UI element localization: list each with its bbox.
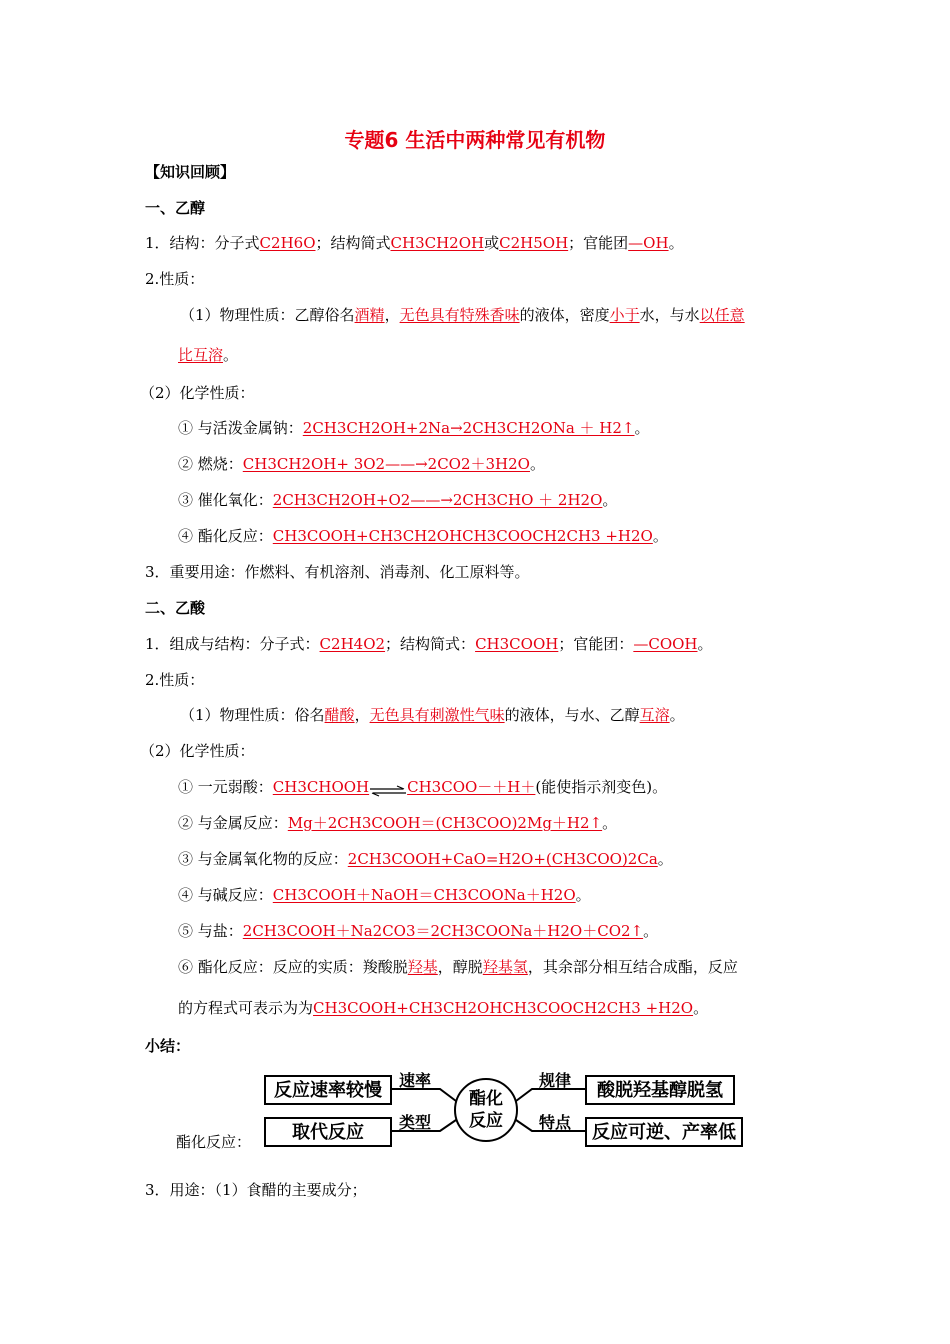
- text: ，: [354, 706, 370, 724]
- acetic-solubility: 互溶: [639, 706, 670, 724]
- text: 或: [484, 234, 500, 252]
- text: ③ 与金属氧化物的反应：: [178, 850, 348, 868]
- text: 1．结构：分子式: [145, 234, 260, 252]
- text: 的液体，密度: [519, 306, 610, 324]
- acetic-simple-formula: CH3COOH: [475, 635, 559, 653]
- ethanol-simple-formula-2: C2H5OH: [499, 234, 569, 252]
- equation: Mg＋2CH3COOH＝(CH3COO)2Mg＋H2↑: [287, 814, 603, 832]
- text: (能使指示剂变色)。: [535, 778, 668, 796]
- acetic-appearance: 无色具有刺激性气味: [369, 706, 505, 724]
- ethanol-functional-group: —OH: [628, 234, 669, 252]
- text: ② 燃烧：: [178, 455, 243, 473]
- text: ，: [384, 306, 400, 324]
- equation: CH3CHOOH: [272, 778, 370, 796]
- acetic-heading: 二、乙酸: [145, 599, 206, 617]
- text: ，其余部分相互结合成酯，反应: [527, 958, 738, 976]
- acetic-chem: （2）化学性质：: [140, 742, 255, 760]
- equation: 2CH3CH2OH+O2——→2CH3CHO ＋ 2H2O: [272, 491, 603, 509]
- box-reaction-rule: 酸脱羟基醇脱氢: [585, 1075, 735, 1105]
- equation: 2CH3CH2OH+2Na→2CH3CH2ONa ＋ H2↑: [302, 419, 635, 437]
- ethanol-heading: 一、乙醇: [145, 199, 206, 217]
- text: 。: [652, 527, 668, 545]
- text: 水，与水: [639, 306, 700, 324]
- ethanol-simple-formula: CH3CH2OH: [390, 234, 485, 252]
- hydroxyl-hydrogen-term: 羟基氢: [482, 958, 528, 976]
- text: 。: [575, 886, 591, 904]
- equation: CH3COOH+CH3CH2OHCH3COOCH2CH3 +H2O: [313, 999, 694, 1017]
- text: 的液体，与水、乙醇: [504, 706, 640, 724]
- ethanol-uses: 3．重要用途：作燃料、有机溶剂、消毒剂、化工原料等。: [145, 563, 530, 581]
- text: 。: [668, 234, 684, 252]
- ethanol-props: 2.性质：: [145, 270, 205, 288]
- text: ；结构简式: [315, 234, 391, 252]
- summary-heading: 小结：: [145, 1037, 191, 1055]
- label-rate: 速率: [399, 1071, 432, 1090]
- text: 。: [693, 999, 709, 1017]
- ethanol-density: 小于: [609, 306, 640, 324]
- text: （1）物理性质：俗名: [180, 706, 325, 724]
- text: ；结构简式：: [385, 635, 476, 653]
- text: 。: [643, 922, 659, 940]
- esterification-label: 酯化反应：: [176, 1133, 252, 1151]
- ethanol-appearance: 无色具有特殊香味: [399, 306, 520, 324]
- ethanol-solubility-cont: 比互溶: [178, 346, 224, 364]
- ethanol-solubility: 以任意: [699, 306, 745, 324]
- box-reaction-feature: 反应可逆、产率低: [585, 1117, 743, 1147]
- acetic-uses: 3．用途：（1）食醋的主要成分；: [145, 1181, 367, 1199]
- equation: CH3COOH＋NaOH＝CH3COONa＋H2O: [272, 886, 576, 904]
- equation: 2CH3COOH+CaO=H2O+(CH3COO)2Ca: [347, 850, 658, 868]
- ethanol-chem: （2）化学性质：: [140, 384, 255, 402]
- text: 1．组成与结构：分子式：: [145, 635, 320, 653]
- text: ⑥ 酯化反应：反应的实质：羧酸脱: [178, 958, 408, 976]
- page-title: 专题6 生活中两种常见有机物: [344, 128, 606, 152]
- equation: 2CH3COOH＋Na2CO3＝2CH3COONa＋H2O＋CO2↑: [242, 922, 644, 940]
- text: 。: [529, 455, 545, 473]
- label-type: 类型: [399, 1113, 432, 1132]
- box-reaction-type: 取代反应: [264, 1117, 392, 1147]
- acetic-functional-group: —COOH: [633, 635, 698, 653]
- text: ① 与活泼金属钠：: [178, 419, 303, 437]
- text: ；官能团：: [558, 635, 634, 653]
- text: ② 与金属反应：: [178, 814, 288, 832]
- label-feature: 特点: [539, 1113, 572, 1132]
- text: ④ 与碱反应：: [178, 886, 273, 904]
- center-label-1: 酯化: [469, 1089, 503, 1109]
- text: ；官能团: [568, 234, 629, 252]
- text: 。: [602, 814, 618, 832]
- equation: CH3COO－＋H＋: [407, 778, 536, 796]
- text: 。: [697, 635, 713, 653]
- center-node: [454, 1078, 518, 1142]
- acetic-formula: C2H4O2: [319, 635, 386, 653]
- text: 的方程式可表示为为: [178, 999, 314, 1017]
- text: ③ 催化氧化：: [178, 491, 273, 509]
- text: 。: [223, 346, 239, 364]
- review-heading: 【知识回顾】: [145, 163, 236, 181]
- center-label-2: 反应: [469, 1111, 503, 1131]
- label-rule: 规律: [539, 1071, 572, 1090]
- acetic-common-name: 醋酸: [324, 706, 355, 724]
- text: （1）物理性质：乙醇俗名: [180, 306, 355, 324]
- text: ，醇脱: [437, 958, 483, 976]
- ethanol-common-name: 酒精: [354, 306, 385, 324]
- equation: CH3CH2OH+ 3O2——→2CO2＋3H2O: [242, 455, 530, 473]
- hydroxyl-term: 羟基: [407, 958, 438, 976]
- text: 。: [657, 850, 673, 868]
- text: ① 一元弱酸：: [178, 778, 273, 796]
- box-reaction-rate: 反应速率较慢: [264, 1075, 392, 1105]
- text: 。: [634, 419, 650, 437]
- equation: CH3COOH+CH3CH2OHCH3COOCH2CH3 +H2O: [272, 527, 653, 545]
- text: 。: [602, 491, 618, 509]
- text: 。: [669, 706, 685, 724]
- acetic-props: 2.性质：: [145, 671, 205, 689]
- ethanol-formula: C2H6O: [259, 234, 316, 252]
- text: ④ 酯化反应：: [178, 527, 273, 545]
- text: ⑤ 与盐：: [178, 922, 243, 940]
